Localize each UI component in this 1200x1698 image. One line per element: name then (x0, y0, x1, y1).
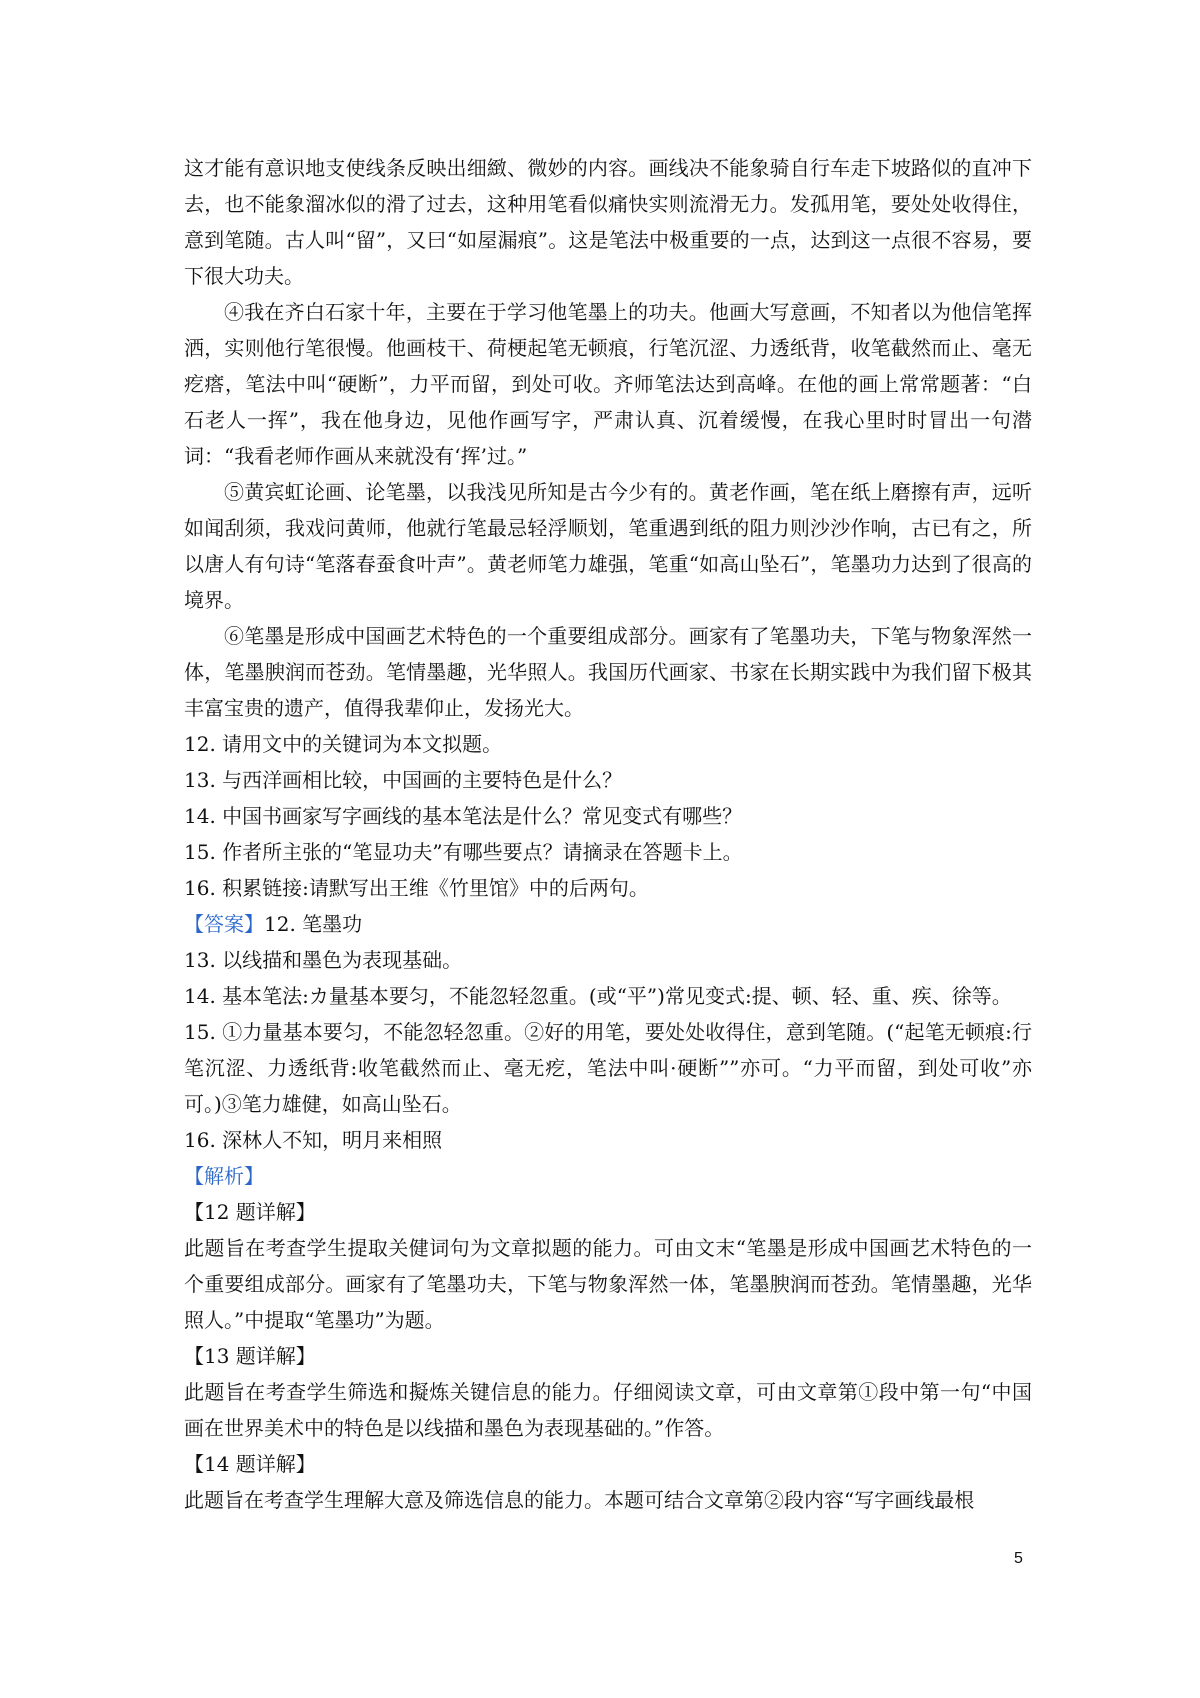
question-14: 14. 中国书画家写字画线的基本笔法是什么？常见变式有哪些？ (184, 804, 743, 828)
question-12: 12. 请用文中的关键词为本文拟题。 (184, 732, 503, 756)
answer-12: 12. 笔墨功 (264, 912, 363, 936)
analysis-tag: 【解析】 (184, 1164, 264, 1188)
analysis-13-text: 此题旨在考查学生筛选和擬炼关键信息的能力。仔细阅读文章，可由文章第①段中第一句“中国画在世界美术中的特色是以线描和墨色为表现基础的。”作答。 (184, 1380, 1032, 1440)
analysis-12-heading: 【12 题详解】 (184, 1200, 316, 1224)
paragraph-4: ④我在齐白石家十年，主要在于学习他笔墨上的功夫。他画大写意画，不知者以为他信笔挥洒，实则他行笔很慢。他画枝干、荷梗起笔无顿痕，行笔沉涩、力透纸背，收笔截然而止、毫无疙瘩，笔法中叫“硬断”，力平而留，到处可收。齐师笔法达到高峰。在他的画上常常题著：“白石老人一挥”，我在他身边，见他作画写字，严肃认真、沉着缓慢，在我心里时时冒出一句潜词：“我看老师作画从来就没有‘挥’过。” (184, 300, 1032, 468)
question-16: 16. 积累链接:请默写出王维《竹里馆》中的后两句。 (184, 876, 649, 900)
answer-15: 15. ①力量基本要匀，不能忽轻忽重。②好的用笔，要处处收得住，意到笔随。(“起笔无顿痕:行笔沉涩、力透纸背:收笔截然而止、毫无疙，笔法中叫·硬断””亦可。“力平而留，到处可收”亦可。)③笔力雄健，如高山坠石。 (184, 1020, 1032, 1116)
paragraph-continued: 这才能有意识地支使线条反映出细緻、微妙的内容。画线决不能象骑自行车走下坡路似的直冲下去，也不能象溜冰似的滑了过去，这种用笔看似痛快实则流滑无力。发孤用笔，要处处收得住，意到笔随。古人叫“留”，又曰“如屋漏痕”。这是笔法中极重要的一点，达到这一点很不容易，要下很大功夫。 (184, 156, 1032, 288)
answer-tag: 【答案】 (184, 912, 264, 936)
analysis-12-text: 此题旨在考查学生提取关健词句为文章拟题的能力。可由文末“笔墨是形成中国画艺术特色的一个重要组成部分。画家有了笔墨功夫，下笔与物象浑然一体，笔墨腴润而苍劲。笔情墨趣，光华照人。”中提取“笔墨功”为题。 (184, 1236, 1032, 1332)
answer-16: 16. 深林人不知，明月来相照 (184, 1128, 443, 1152)
analysis-13-heading: 【13 题详解】 (184, 1344, 316, 1368)
paragraph-6: ⑥笔墨是形成中国画艺术特色的一个重要组成部分。画家有了笔墨功夫，下笔与物象浑然一体，笔墨腴润而苍劲。笔情墨趣，光华照人。我国历代画家、书家在长期实践中为我们留下极其丰富宝贵的遗产，值得我辈仰止，发扬光大。 (184, 624, 1032, 720)
question-15: 15. 作者所主张的“笔显功夫”有哪些要点？请摘录在答题卡上。 (184, 840, 743, 864)
answer-14: 14. 基本笔法:カ量基本要匀，不能忽轻忽重。(或“平”)常见变式:提、顿、轻、重、疾、徐等。 (184, 984, 1012, 1008)
answer-12-line (184, 906, 1032, 942)
question-13: 13. 与西洋画相比较，中国画的主要特色是什么？ (184, 768, 623, 792)
answer-13: 13. 以线描和墨色为表现基础。 (184, 948, 463, 972)
paragraph-5: ⑤黄宾虹论画、论笔墨，以我浅见所知是古今少有的。黄老作画，笔在纸上磨擦有声，远听如闻刮须，我戏问黄师，他就行笔最忌轻浮顺划，笔重遇到纸的阻力则沙沙作响，古已有之，所以唐人有句诗“笔落春蚕食叶声”。黄老师笔力雄强，笔重“如高山坠石”，笔墨功力达到了很高的境界。 (184, 480, 1032, 612)
analysis-14-text: 此题旨在考查学生理解大意及筛选信息的能力。本题可结合文章第②段内容“写字画线最根 (184, 1488, 975, 1512)
page-number: 5 (1014, 1550, 1023, 1567)
analysis-14-heading: 【14 题详解】 (184, 1452, 316, 1476)
page-content (184, 150, 1032, 1518)
